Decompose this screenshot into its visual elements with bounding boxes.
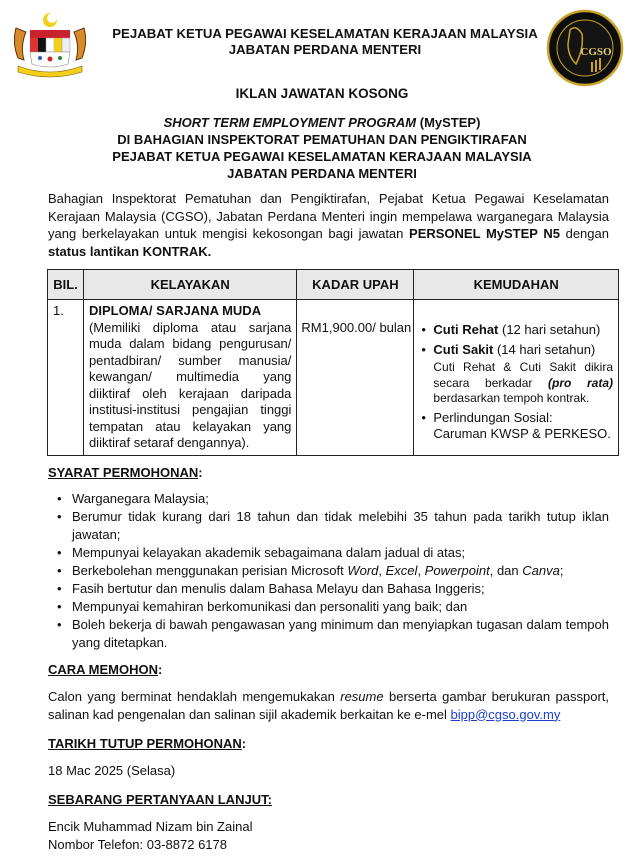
vacancy-table bbox=[47, 269, 619, 456]
wage-value: RM1,900.00/ bulan bbox=[301, 320, 412, 335]
item-suffix: ; bbox=[559, 563, 564, 578]
closing-date-heading bbox=[48, 736, 246, 751]
heading-colon: : bbox=[158, 662, 163, 677]
apply-text: Calon yang berminat hendaklah mengemukakan bbox=[48, 689, 341, 704]
enquiries-heading bbox=[48, 792, 272, 807]
separator: , bbox=[417, 563, 425, 578]
intro-paragraph bbox=[48, 190, 609, 260]
qualification-title: DIPLOMA/ SARJANA MUDA bbox=[88, 303, 262, 318]
benefit-detail: (14 hari setahun) bbox=[493, 341, 596, 357]
cgso-emblem-text: CGSO bbox=[580, 46, 612, 58]
how-to-apply-heading bbox=[48, 662, 162, 677]
list-item: • Boleh bekerja di bawah pengawasan yang minimum dan menyiapkan tugasan dalam tempoh yang ditetapkan. bbox=[48, 616, 609, 652]
cgso-emblem-logo bbox=[546, 8, 624, 88]
list-item: • Warganegara Malaysia; bbox=[48, 490, 609, 508]
subtitle-division: DI BAHAGIAN INSPEKTORAT PEMATUHAN DAN PENGIKTIRAFAN bbox=[117, 132, 527, 147]
software-word: Word bbox=[347, 563, 379, 578]
software-canva: Canva bbox=[522, 563, 560, 578]
heading-colon: : bbox=[198, 465, 203, 480]
row-number: 1. bbox=[48, 300, 84, 456]
table-row bbox=[48, 300, 619, 456]
list-item: • Mempunyai kelayakan akademik sebagaimana dalam jadual di atas; bbox=[48, 544, 609, 562]
pro-rata-term: (pro rata) bbox=[548, 375, 613, 390]
benefit-label: Perlindungan Sosial: bbox=[433, 409, 553, 425]
benefit-label: Cuti Sakit bbox=[433, 341, 494, 357]
email-link[interactable]: bipp@cgso.gov.my bbox=[450, 706, 561, 722]
heading-colon: : bbox=[241, 736, 247, 751]
qualification-cell bbox=[83, 300, 296, 456]
qualification-description: (Memiliki diploma atau sarjana muda dalam bidang pengurusan/ pentadbiran/ sumber manusia/ kewangan/ multimedia yang diiktiraf oleh kerajaan daripada institusi-institusi pengajian tinggi tempatan atau kelayakan yang diiktiraf setaraf dengannya). bbox=[88, 319, 292, 450]
list-item: • Berumur tidak kurang dari 18 tahun dan tidak melebihi 35 tahun pada tarikh tutup iklan jawatan; bbox=[48, 508, 609, 544]
benefits-list bbox=[419, 322, 613, 443]
page-title: IKLAN JAWATAN KOSONG bbox=[235, 86, 409, 101]
list-item: • Fasih bertutur dan menulis dalam Bahasa Melayu dan Bahasa Inggeris; bbox=[48, 580, 609, 598]
closing-date-value: 18 Mac 2025 (Selasa) bbox=[48, 763, 176, 778]
intro-text: Bahagian Inspektorat Pematuhan dan Pengiktirafan, Pejabat Ketua Pegawai Keselamatan Kerajaan Malaysia (CGSO), Jabatan Perdana Menteri ingin mempelawa warganegara Malaysia yang berkelayakan untuk mengisi kekosongan bagi jawatan bbox=[48, 191, 609, 241]
benefit-label: Cuti Rehat bbox=[433, 322, 499, 337]
software-powerpoint: Powerpoint bbox=[424, 563, 490, 578]
benefit-detail: (12 hari setahun) bbox=[498, 322, 601, 337]
benefit-sick-leave bbox=[419, 342, 613, 407]
apply-text-2: berserta gambar berukuran passport, salinan kad pengenalan dan salinan sijil akademik berkaitan ke e-mel bbox=[48, 689, 609, 722]
column-header-kelayakan: KELAYAKAN bbox=[83, 270, 296, 300]
how-to-apply-text bbox=[48, 688, 609, 723]
subtitle-department: JABATAN PERDANA MENTERI bbox=[227, 166, 417, 181]
benefit-detail: Caruman KWSP & PERKESO. bbox=[433, 426, 611, 441]
pro-rata-note bbox=[433, 360, 613, 407]
contact-phone: Nombor Telefon: 03-8872 6178 bbox=[48, 837, 227, 852]
department-name: JABATAN PERDANA MENTERI bbox=[228, 42, 422, 57]
subtitle-block bbox=[0, 114, 644, 182]
note-text: Cuti Rehat & Cuti Sakit dikira secara berkadar bbox=[433, 360, 613, 390]
organisation-name: PEJABAT KETUA PEGAWAI KESELAMATAN KERAJAAN MALAYSIA bbox=[112, 26, 538, 41]
subtitle-program bbox=[0, 114, 644, 131]
software-excel: Excel bbox=[385, 563, 418, 578]
list-item bbox=[48, 562, 609, 580]
table-header-row bbox=[48, 270, 619, 300]
note-text-2: berdasarkan tempoh kontrak. bbox=[433, 391, 590, 405]
requirements-list bbox=[48, 490, 609, 652]
subtitle-office: PEJABAT KETUA PEGAWAI KESELAMATAN KERAJAAN MALAYSIA bbox=[112, 149, 532, 164]
list-item: • Mempunyai kemahiran berkomunikasi dan personaliti yang baik; dan bbox=[48, 598, 609, 616]
requirements-heading bbox=[48, 465, 203, 480]
item-text: Berkebolehan menggunakan perisian Microsoft bbox=[72, 563, 348, 578]
column-header-kadar-upah: KADAR UPAH bbox=[297, 270, 414, 300]
benefit-annual-leave bbox=[419, 322, 613, 339]
separator: , bbox=[378, 563, 386, 578]
benefits-cell bbox=[414, 300, 619, 456]
program-name: SHORT TERM EMPLOYMENT PROGRAM bbox=[163, 115, 417, 130]
position-name: PERSONEL MySTEP N5 bbox=[409, 226, 560, 241]
intro-text-2: dengan bbox=[559, 226, 609, 241]
column-header-bil: BIL. bbox=[48, 270, 84, 300]
appointment-status: status lantikan KONTRAK. bbox=[48, 243, 212, 259]
contact-name: Encik Muhammad Nizam bin Zainal bbox=[48, 819, 253, 834]
resume-term: resume bbox=[340, 689, 384, 704]
wage-cell bbox=[297, 300, 414, 456]
program-abbr: (MySTEP) bbox=[416, 115, 481, 130]
column-header-kemudahan: KEMUDAHAN bbox=[414, 270, 619, 300]
benefit-social-protection bbox=[419, 410, 613, 443]
heading-text: SEBARANG PERTANYAAN LANJUT: bbox=[48, 792, 272, 807]
separator: , dan bbox=[489, 563, 523, 578]
organisation-header bbox=[100, 26, 550, 58]
heading-text: CARA MEMOHON bbox=[48, 662, 159, 677]
heading-text: TARIKH TUTUP PERMOHONAN bbox=[48, 736, 242, 751]
malaysia-coat-of-arms-logo bbox=[10, 8, 90, 80]
heading-text: SYARAT PERMOHONAN bbox=[48, 465, 199, 480]
